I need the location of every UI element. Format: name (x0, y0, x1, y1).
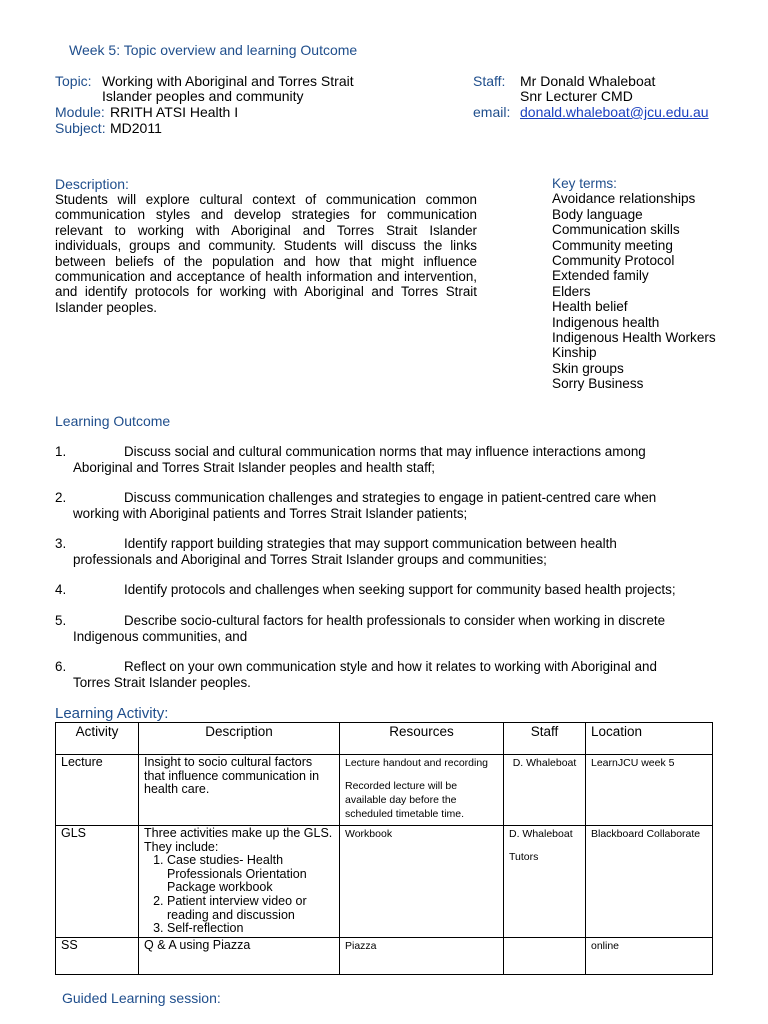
list-item: 1. Case studies- Health Professionals Orientation Package workbook (167, 854, 334, 895)
column-header: Description (139, 723, 340, 755)
outcome-item (55, 582, 755, 598)
table-header-row (56, 723, 713, 755)
table-row (56, 937, 713, 974)
email-label: email: (473, 104, 511, 120)
activity-cell: GLS (56, 826, 139, 938)
resource-text: Lecture handout and recording (345, 757, 489, 769)
staff-role: Snr Lecturer CMD (520, 88, 633, 104)
description-heading: Description: (55, 176, 129, 192)
outcome-text-cont: Torres Strait Islander peoples. (73, 675, 251, 690)
description-cell: Q & A using Piazza (139, 937, 340, 974)
gls-activity-list (144, 854, 334, 936)
location-cell: Blackboard Collaborate (586, 826, 713, 938)
page-title: Week 5: Topic overview and learning Outcome (69, 42, 358, 58)
key-term: Elders (552, 283, 591, 299)
learning-activity-table (55, 722, 713, 975)
key-term: Community meeting (552, 237, 673, 253)
description-cell (139, 826, 340, 938)
key-term: Indigenous health (552, 314, 660, 330)
outcome-item (55, 490, 755, 522)
outcome-item (55, 659, 755, 691)
key-term: Sorry Business (552, 376, 644, 392)
outcome-number: 1. (55, 444, 67, 459)
key-term: Avoidance relationships (552, 191, 696, 207)
column-header: Activity (56, 723, 139, 755)
guided-learning-heading: Guided Learning session: (62, 990, 221, 1006)
list-item: 3. Self-reflection (167, 922, 334, 936)
outcome-text-cont: Aboriginal and Torres Strait Islander peoples and health staff; (73, 460, 436, 475)
outcome-text-cont: Indigenous communities, and (73, 629, 248, 644)
activity-cell: SS (56, 937, 139, 974)
outcome-text: Reflect on your own communication style and how it relates to working with Aboriginal and (124, 659, 657, 674)
outcome-item (55, 613, 755, 645)
email-link[interactable]: donald.whaleboat@jcu.edu.au (520, 104, 709, 120)
learning-activity-heading: Learning Activity: (55, 705, 169, 722)
list-item: 2. Patient interview video or reading and discussion (167, 895, 334, 922)
topic-line-1: Working with Aboriginal and Torres Strait (102, 73, 354, 89)
staff-cell (504, 826, 586, 938)
resource-text: Recorded lecture will be available day before the scheduled timetable time. (345, 780, 465, 820)
table-row (56, 826, 713, 938)
subject-label: Subject: (55, 120, 106, 136)
key-term: Indigenous Health Workers (552, 330, 716, 346)
key-term: Community Protocol (552, 253, 675, 269)
outcome-text: Describe socio-cultural factors for health professionals to consider when working in discrete (124, 613, 666, 628)
outcome-number: 5. (55, 613, 67, 628)
column-header: Location (586, 723, 713, 755)
key-term: Communication skills (552, 222, 680, 238)
module-value: RRITH ATSI Health I (110, 104, 239, 120)
location-cell: LearnJCU week 5 (586, 755, 713, 826)
outcome-text: Identify rapport building strategies that may support communication between health (124, 536, 617, 551)
key-term: Kinship (552, 345, 597, 361)
staff-text: Tutors (509, 851, 539, 863)
staff-label: Staff: (473, 73, 506, 89)
description-intro: Three activities make up the GLS. They include: (144, 826, 333, 854)
topic-line-2: Islander peoples and community (102, 88, 304, 104)
outcome-number: 3. (55, 536, 67, 551)
key-term: Health belief (552, 299, 628, 315)
outcome-item (55, 444, 755, 476)
staff-text: D. Whaleboat (509, 828, 573, 840)
outcome-item (55, 536, 755, 568)
outcome-text: Discuss social and cultural communication norms that may influence interactions among (124, 444, 646, 459)
column-header: Resources (340, 723, 504, 755)
outcome-number: 4. (55, 582, 67, 597)
outcome-text-cont: working with Aboriginal patients and Torres Strait Islander patients; (73, 506, 468, 521)
description-cell: Insight to socio cultural factors that influence communication in health care. (139, 755, 340, 826)
key-term: Body language (552, 206, 643, 222)
staff-cell: D. Whaleboat (504, 755, 586, 826)
activity-cell: Lecture (56, 755, 139, 826)
staff-cell (504, 937, 586, 974)
outcome-text: Discuss communication challenges and strategies to engage in patient-centred care when (124, 490, 657, 505)
outcome-number: 6. (55, 659, 67, 674)
resources-cell (340, 755, 504, 826)
location-cell: online (586, 937, 713, 974)
outcome-text-cont: professionals and Aboriginal and Torres Strait Islander groups and communities; (73, 552, 547, 567)
outcome-number: 2. (55, 490, 67, 505)
resources-cell: Workbook (340, 826, 504, 938)
table-row (56, 755, 713, 826)
module-label: Module: (55, 104, 105, 120)
description-body: Students will explore cultural context of communication common communication styles and develop strategies for communication relevant to working with Aboriginal and Torres Strait Islander individuals, groups and community. Students will discuss the links between beliefs of the population and how that might influence communication and acceptance of health information and intervention, and identify protocols for working with Aboriginal and Torres Strait Islander peoples. (55, 192, 477, 315)
outcome-text: Identify protocols and challenges when seeking support for community based health projects; (124, 582, 676, 597)
learning-outcome-heading: Learning Outcome (55, 413, 171, 429)
key-term: Skin groups (552, 360, 624, 376)
key-terms-heading: Key terms: (552, 176, 617, 191)
column-header: Staff (504, 723, 586, 755)
key-terms-list (552, 176, 716, 392)
resources-cell: Piazza (340, 937, 504, 974)
topic-label: Topic: (55, 73, 92, 89)
staff-name: Mr Donald Whaleboat (520, 73, 656, 89)
key-term: Extended family (552, 268, 649, 284)
subject-value: MD2011 (110, 120, 162, 136)
